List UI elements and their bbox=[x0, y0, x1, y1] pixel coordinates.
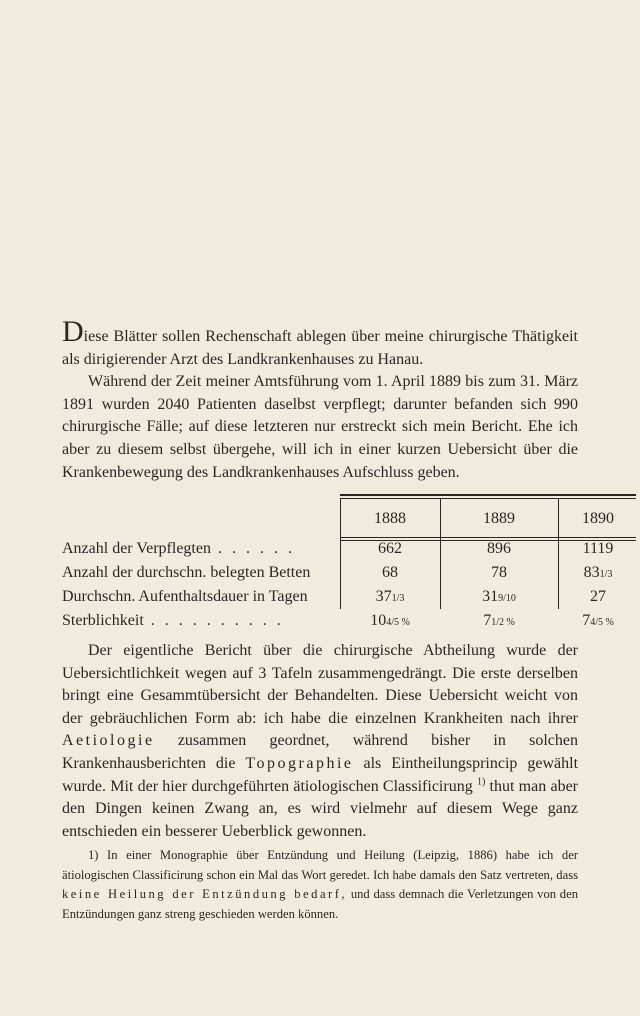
paragraph-1 bbox=[62, 315, 578, 371]
spaced-word: Topographie bbox=[245, 754, 354, 772]
footnote-reference[interactable]: 1) bbox=[476, 776, 486, 788]
table-cell: 74/5 % bbox=[582, 612, 614, 629]
table-cell: 68 bbox=[382, 564, 398, 581]
row-label: Durchschn. Aufenthaltsdauer in Tagen bbox=[62, 588, 308, 605]
fraction: 1/3 bbox=[599, 569, 613, 580]
year-header: 1890 bbox=[582, 510, 614, 527]
year-header: 1889 bbox=[483, 510, 515, 527]
paragraph-2: Während der Zeit meiner Amtsführung vom 1. April 1889 bis zum 31. März 1891 wurden 2040 Patienten daselbst verpflegt; darunter befanden sich 990 chirurgische Fälle; auf diese letzteren nur erstreckt sich mein Bericht. Ehe ich aber zu diesem selbst übergehe, will ich in einer kurzen Uebersicht über die Krankenbewegung des Landkrankenhauses Aufschluss geben. bbox=[62, 373, 578, 481]
fraction: 1/3 bbox=[391, 593, 405, 604]
fraction: 9/10 bbox=[498, 593, 516, 604]
table-cell: 662 bbox=[378, 540, 402, 557]
table-top-rule bbox=[340, 494, 636, 496]
table-top-rule-inner bbox=[340, 498, 636, 499]
year-header: 1888 bbox=[374, 510, 406, 527]
fraction: 1/2 % bbox=[491, 617, 515, 628]
table-cell: 27 bbox=[590, 588, 606, 605]
spaced-phrase: keine Heilung der Entzündung bedarf, bbox=[62, 887, 348, 902]
table-cell: 71/2 % bbox=[483, 612, 515, 629]
table-cell: 831/3 bbox=[583, 564, 613, 581]
row-label: Anzahl der durchschn. belegten Betten bbox=[62, 564, 311, 581]
table-cell: 319/10 bbox=[482, 588, 516, 605]
table-cell: 1119 bbox=[582, 540, 614, 557]
table-cell: 371/3 bbox=[375, 588, 405, 605]
table-cell: 896 bbox=[487, 540, 511, 557]
row-label: Anzahl der Verpflegten . . . . . . bbox=[62, 540, 295, 557]
intro-text bbox=[62, 315, 578, 484]
table-header-rule bbox=[340, 537, 636, 538]
spaced-word: Aetiologie bbox=[62, 732, 155, 750]
footnote-text: 1) In einer Monographie über Entzündung und Heilung (Leipzig, 1886) habe ich der ätiologischen Classificirung schon ein Mal das Wort geredet. Ich habe damals den Satz vertreten, dass keine Heilung der Entzündung bedarf, und dass demnach die Verletzungen von den Entzündungen ganz streng geschieden werden können. bbox=[62, 848, 578, 921]
paragraph-1-text: iese Blätter sollen Rechenschaft ablegen über meine chirurgische Thätigkeit als dirigierender Arzt des Landkrankenhauses zu Hanau. bbox=[62, 328, 578, 368]
drop-cap: D bbox=[62, 315, 84, 348]
fraction: 4/5 % bbox=[386, 617, 410, 628]
table-cell: 78 bbox=[491, 564, 507, 581]
footnote bbox=[62, 846, 578, 924]
table-cell: 104/5 % bbox=[370, 612, 410, 629]
column-divider bbox=[440, 499, 441, 609]
row-label: Sterblichkeit . . . . . . . . . . bbox=[62, 612, 284, 629]
body-text bbox=[62, 640, 578, 843]
fraction: 4/5 % bbox=[590, 617, 614, 628]
paragraph-3: Der eigentliche Bericht über die chirurgische Abtheilung wurde der Uebersichtlichkeit wegen auf 3 Tafeln zusammengedrängt. Die erste derselben bringt eine Gesammtübersicht der Behandelten. Diese Uebersicht weicht von der gebräuchlichen Form ab: ich habe die einzelnen Krankheiten nach ihrer Aetiologie zusammen geordnet, während bisher in solchen Krankenhausberichten die Topographie als Eintheilungsprincip gewählt wurde. Mit der hier durchgeführten ätiologischen Classificirung $^{1)}$ thut man aber den Dingen keinen Zwang an, es wird vielmehr auf diesem Wege ganz entschieden ein besserer Ueberblick gewonnen. bbox=[62, 642, 579, 840]
